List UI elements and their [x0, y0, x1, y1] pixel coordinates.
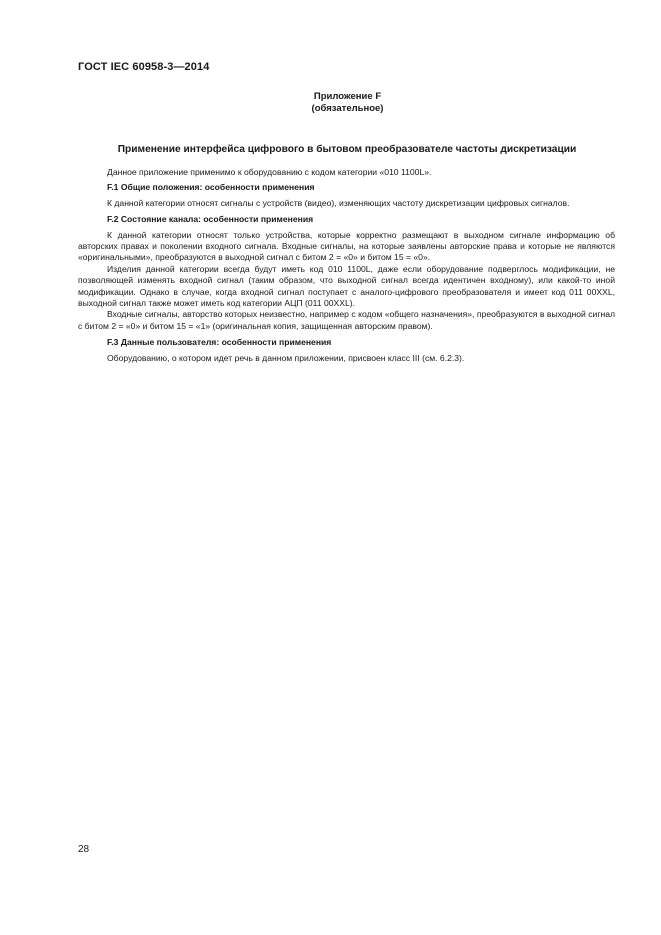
section-f1-paragraph: К данной категории относят сигналы с устройств (видео), изменяющих частоту дискретизации цифровых сигналов. — [107, 197, 570, 208]
section-heading-f1: F.1 Общие положения: особенности применения — [107, 182, 315, 193]
section-f2-paragraph-2: Изделия данной категории всегда будут иметь код 010 1100L, даже если оборудование подверглось модификации, не позволяющей изменять входной сигнал (таким образом, что выходной сигнал всегда идентичен входному), или какой-то иной модификации. Однако в случае, когда входной сигнал поступает с аналого-цифрового преобразователя и имеет код 011 00XXL, выходной сигнал также может иметь код категории АЦП (011 00XXL). — [78, 263, 615, 309]
section-f2-paragraph-1: К данной категории относят только устройства, которые корректно размещают в выходном сигнале информацию об авторских правах и поколении входного сигнала. Входные сигналы, на которые заявлены авторские права и которые не являются «оригинальными», преобразуются в выходной сигнал с битом 2 = «0» и битом 15 = «0». — [78, 229, 615, 263]
section-heading-f3: F.3 Данные пользователя: особенности применения — [107, 337, 332, 348]
page-number: 28 — [78, 844, 90, 855]
annex-status: (обязательное) — [311, 103, 384, 114]
document-body — [78, 167, 615, 364]
section-f3-paragraph: Оборудованию, о котором идет речь в данном приложении, присвоен класс III (см. 6.2.3). — [107, 352, 465, 363]
section-f2-paragraph-3: Входные сигналы, авторство которых неизвестно, например с кодом «общего назначения», преобразуются в выходной сигнал с битом 2 = «0» и битом 15 = «1» (оригинальная копия, защищенная авторским правом). — [78, 309, 615, 331]
intro-paragraph: Данное приложение применимо к оборудованию с кодом категории «010 1100L». — [107, 167, 432, 177]
section-heading-f2: F.2 Состояние канала: особенности применения — [107, 214, 314, 225]
annex-title: Применение интерфейса цифрового в бытовом преобразователе частоты дискретизации — [117, 144, 577, 155]
annex-block — [0, 91, 661, 115]
standard-code: ГОСТ IEC 60958-3—2014 — [78, 61, 210, 73]
annex-label: Приложение F — [313, 91, 382, 102]
